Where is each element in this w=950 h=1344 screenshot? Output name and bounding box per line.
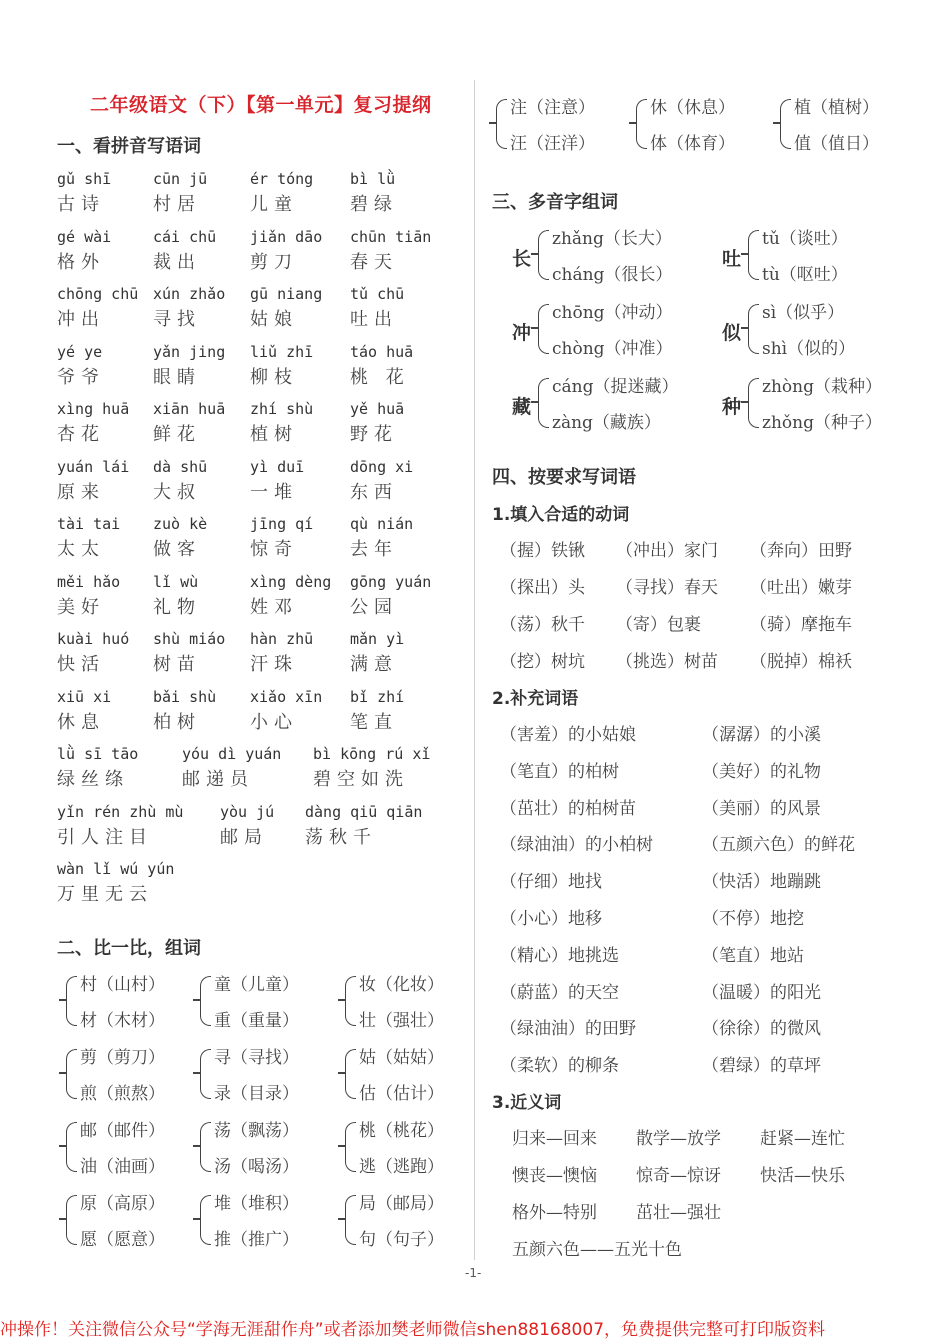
pinyin-word — [250, 343, 360, 389]
supplement-phrase: （绿油油）的小柏树 — [500, 835, 653, 856]
hanzi-text: 寻找 — [153, 309, 201, 330]
pinyin-word — [250, 630, 360, 676]
brace-icon — [345, 1049, 356, 1099]
polyphonic-reading: zhǎng（长大） — [552, 229, 672, 249]
compare-word: 愿（愿意） — [80, 1230, 165, 1250]
hanzi-text: 冲出 — [57, 309, 105, 330]
pinyin-text: zhí shù — [250, 400, 314, 418]
pinyin-word — [153, 458, 263, 504]
pinyin-text: chūn tiān — [350, 227, 432, 246]
hanzi-text: 姑娘 — [250, 309, 298, 330]
compare-group — [66, 1116, 206, 1178]
pinyin-text: gū niang — [250, 285, 323, 303]
pinyin-word — [350, 630, 460, 676]
pinyin-word — [153, 630, 263, 676]
compare-word: 邮（邮件） — [80, 1121, 165, 1141]
compare-word: 姑（姑姑） — [359, 1048, 444, 1068]
hanzi-text: 休息 — [57, 711, 105, 733]
hanzi-text: 做客 — [153, 539, 201, 560]
pinyin-text: hàn zhū — [250, 630, 314, 648]
verb-phrase: （寻找）春天 — [616, 578, 718, 598]
verb-phrase: （吐出）嫩芽 — [750, 578, 852, 598]
pinyin-text: xiān huā — [153, 400, 226, 418]
supplement-phrase: （徐徐）的微风 — [702, 1019, 821, 1040]
synonym-pair: 格外—特别 — [512, 1203, 597, 1223]
pinyin-word — [350, 285, 460, 331]
supplement-phrase: （柔软）的柳条 — [500, 1056, 619, 1077]
compare-word: 逃（逃跑） — [359, 1157, 444, 1177]
hanzi-text: 村居 — [153, 194, 201, 215]
polyphonic-char: 吐 — [722, 248, 742, 270]
polyphonic-group — [748, 298, 928, 360]
compare-word: 估（估计） — [359, 1084, 444, 1104]
hanzi-text: 绿丝绦 — [57, 769, 129, 790]
polyphonic-reading: cháng（很长） — [552, 265, 673, 285]
hanzi-text: 礼物 — [153, 596, 201, 618]
pinyin-text: jīng qí — [250, 515, 314, 533]
pinyin-text: yé ye — [57, 342, 103, 361]
compare-word: 壮（强壮） — [359, 1011, 444, 1031]
brace-icon — [345, 1195, 356, 1245]
pinyin-word — [350, 228, 460, 274]
pinyin-text: xiū xi — [57, 687, 112, 706]
polyphonic-reading: cáng（捉迷藏） — [552, 377, 679, 397]
pinyin-word — [153, 515, 263, 561]
supplement-phrase: （笔直）的柏树 — [500, 761, 619, 782]
compare-word: 原（高原） — [80, 1194, 165, 1214]
section-heading-2: 二、比一比，组词 — [57, 938, 201, 959]
compare-group — [345, 970, 485, 1032]
section-heading-1: 一、看拼音写语词 — [57, 136, 201, 157]
verb-phrase: （探出）头 — [500, 578, 585, 598]
pinyin-word — [350, 573, 460, 619]
pinyin-word — [57, 458, 167, 504]
brace-icon — [538, 230, 549, 280]
verb-phrase: （骑）摩拖车 — [750, 615, 852, 635]
compare-group — [345, 1043, 485, 1105]
pinyin-text: liǔ zhī — [250, 342, 314, 361]
compare-group — [66, 1189, 206, 1251]
supplement-phrase: （不停）地挖 — [702, 909, 804, 929]
brace-icon — [748, 230, 759, 280]
polyphonic-char: 种 — [722, 396, 742, 418]
compare-word: 油（油画） — [80, 1157, 165, 1177]
polyphonic-reading: tù（呕吐） — [762, 265, 848, 285]
pinyin-text: dōng xi — [350, 457, 414, 476]
hanzi-text: 剪刀 — [250, 251, 298, 273]
synonym-pair: 惊奇—惊讶 — [636, 1166, 721, 1186]
pinyin-word — [250, 688, 360, 734]
pinyin-text: yóu dì yuán — [182, 745, 282, 763]
supplement-phrase: （快活）地蹦跳 — [702, 872, 821, 893]
hanzi-text: 柳枝 — [250, 366, 298, 388]
hanzi-text: 荡秋千 — [305, 826, 377, 848]
compare-group — [200, 1043, 340, 1105]
pinyin-word — [153, 400, 263, 446]
compare-group — [636, 93, 776, 155]
subheading-synonyms: 3.近义词 — [492, 1093, 562, 1113]
pinyin-text: gōng yuán — [350, 572, 432, 591]
pinyin-text: qù nián — [350, 515, 414, 533]
compare-word: 值（值日） — [794, 134, 879, 154]
pinyin-word — [57, 515, 167, 561]
supplement-phrase: （绿油油）的田野 — [500, 1019, 636, 1040]
polyphonic-char: 藏 — [512, 396, 532, 418]
pinyin-text: xún zhǎo — [153, 285, 226, 303]
brace-icon — [66, 976, 77, 1026]
section-heading-3: 三、多音字组词 — [492, 192, 618, 213]
pinyin-text: kuài huó — [57, 630, 130, 648]
synonym-pair: 茁壮—强壮 — [636, 1203, 721, 1223]
hanzi-text: 裁出 — [153, 251, 201, 273]
pinyin-text: mǎn yì — [350, 630, 405, 648]
compare-word: 休（休息） — [650, 98, 735, 118]
supplement-phrase: （笔直）地站 — [702, 945, 804, 966]
supplement-phrase: （温暖）的阳光 — [702, 982, 821, 1003]
polyphonic-group — [748, 224, 928, 286]
verb-phrase: （奔向）田野 — [750, 541, 852, 561]
brace-icon — [345, 1122, 356, 1172]
hanzi-text: 碧绿 — [350, 194, 398, 215]
subheading-supplement: 2.补充词语 — [492, 689, 579, 709]
brace-icon — [200, 1122, 211, 1172]
polyphonic-reading: chōng（冲动） — [552, 303, 673, 323]
pinyin-word — [350, 458, 460, 504]
pinyin-text: jiǎn dāo — [250, 227, 323, 246]
hanzi-text: 满意 — [350, 654, 398, 675]
polyphonic-char: 冲 — [512, 322, 532, 344]
polyphonic-group — [748, 372, 928, 434]
pinyin-text: xiǎo xīn — [250, 687, 323, 706]
hanzi-text: 去年 — [350, 539, 398, 560]
compare-group — [200, 1189, 340, 1251]
hanzi-text: 笔直 — [350, 711, 398, 733]
supplement-phrase: （精心）地挑选 — [500, 945, 619, 966]
brace-icon — [200, 976, 211, 1026]
hanzi-text: 鲜花 — [153, 424, 201, 445]
brace-icon — [200, 1195, 211, 1245]
pinyin-word — [250, 573, 360, 619]
section-heading-4: 四、按要求写词语 — [492, 467, 636, 488]
compare-word: 句（句子） — [359, 1230, 444, 1250]
pinyin-text: gǔ shī — [57, 170, 112, 188]
hanzi-text: 野花 — [350, 424, 398, 445]
verb-phrase: （挖）树坑 — [500, 652, 585, 672]
hanzi-text: 桃 花 — [350, 366, 410, 388]
pinyin-text: lǜ sī tāo — [57, 745, 139, 763]
page-title: 二年级语文（下）【第一单元】复习提纲 — [90, 94, 432, 116]
pinyin-text: lǐ wù — [153, 572, 199, 591]
brace-icon — [66, 1049, 77, 1099]
supplement-phrase: （茁壮）的柏树苗 — [500, 798, 636, 819]
hanzi-text: 原来 — [57, 481, 105, 503]
verb-phrase: （脱掉）棉袄 — [750, 652, 852, 672]
pinyin-word — [350, 515, 460, 561]
polyphonic-reading: zhòng（栽种） — [762, 377, 882, 397]
pinyin-word — [57, 285, 167, 331]
pinyin-word — [57, 400, 167, 446]
compare-word: 推（推广） — [214, 1230, 299, 1250]
synonym-pair: 归来—回来 — [512, 1129, 597, 1149]
polyphonic-char: 长 — [512, 248, 532, 270]
polyphonic-reading: zhǒng（种子） — [762, 413, 882, 433]
supplement-phrase: （碧绿）的草坪 — [702, 1056, 821, 1077]
pinyin-word — [153, 228, 263, 274]
verb-phrase: （荡）秋千 — [500, 615, 585, 635]
pinyin-text: yì duī — [250, 457, 305, 476]
hanzi-text: 太太 — [57, 539, 105, 560]
synonym-pair: 赶紧—连忙 — [760, 1129, 845, 1149]
page-number: -1- — [465, 1266, 482, 1280]
pinyin-word — [153, 285, 263, 331]
pinyin-text: chōng chū — [57, 285, 139, 303]
pinyin-word — [153, 573, 263, 619]
pinyin-text: cūn jū — [153, 170, 208, 188]
pinyin-text: yě huā — [350, 400, 405, 418]
supplement-phrase: （小心）地移 — [500, 909, 602, 929]
compare-group — [345, 1189, 485, 1251]
compare-group — [200, 970, 340, 1032]
brace-icon — [200, 1049, 211, 1099]
pinyin-word — [57, 170, 167, 216]
pinyin-word — [182, 745, 332, 791]
compare-word: 体（体育） — [650, 134, 735, 154]
pinyin-word — [153, 688, 263, 734]
brace-icon — [636, 99, 647, 149]
polyphonic-char: 似 — [722, 322, 742, 344]
hanzi-text: 爷爷 — [57, 366, 105, 388]
pinyin-text: bì lǜ — [350, 170, 396, 188]
polyphonic-reading: tǔ（谈吐） — [762, 229, 848, 249]
synonym-pair: 散学—放学 — [636, 1129, 721, 1149]
pinyin-text: yǐn rén zhù mù — [57, 802, 184, 821]
polyphonic-reading: sì（似乎） — [762, 303, 845, 323]
hanzi-text: 眼睛 — [153, 366, 201, 388]
pinyin-word — [350, 170, 460, 216]
pinyin-word — [250, 285, 360, 331]
pinyin-text: shù miáo — [153, 630, 226, 648]
pinyin-word — [250, 228, 360, 274]
supplement-phrase: （美好）的礼物 — [702, 761, 821, 782]
hanzi-text: 汗珠 — [250, 654, 298, 675]
pinyin-text: měi hǎo — [57, 572, 121, 591]
pinyin-word — [153, 343, 263, 389]
pinyin-text: yuán lái — [57, 457, 130, 476]
supplement-phrase: （美丽）的风景 — [702, 798, 821, 819]
verb-phrase: （握）铁锹 — [500, 541, 585, 561]
pinyin-word — [57, 860, 207, 906]
compare-word: 妆（化妆） — [359, 975, 444, 995]
hanzi-text: 美好 — [57, 596, 105, 618]
synonym-pair: 五颜六色——五光十色 — [512, 1240, 682, 1260]
pinyin-text: tài tai — [57, 515, 121, 533]
hanzi-text: 东西 — [350, 481, 398, 503]
polyphonic-group — [538, 372, 718, 434]
compare-word: 剪（剪刀） — [80, 1048, 165, 1068]
brace-icon — [496, 99, 507, 149]
verb-phrase: （寄）包裹 — [616, 615, 701, 635]
compare-word: 注（注意） — [510, 98, 595, 118]
pinyin-text: wàn lǐ wú yún — [57, 860, 175, 878]
hanzi-text: 姓邓 — [250, 596, 298, 618]
hanzi-text: 春天 — [350, 251, 398, 273]
pinyin-word — [250, 400, 360, 446]
pinyin-text: cái chū — [153, 227, 217, 246]
subheading-verbs: 1.填入合适的动词 — [492, 505, 630, 525]
pinyin-text: zuò kè — [153, 515, 208, 533]
verb-phrase: （冲出）家门 — [616, 541, 718, 561]
pinyin-text: xìng dèng — [250, 572, 332, 591]
hanzi-text: 邮局 — [220, 826, 268, 848]
compare-word: 桃（桃花） — [359, 1121, 444, 1141]
compare-word: 堆（堆积） — [214, 1194, 299, 1214]
pinyin-text: yòu jú — [220, 802, 275, 821]
pinyin-text: bì kōng rú xǐ — [313, 745, 431, 763]
supplement-phrase: （害羞）的小姑娘 — [500, 725, 636, 745]
pinyin-word — [250, 458, 360, 504]
compare-group — [66, 970, 206, 1032]
pinyin-text: bǎi shù — [153, 687, 217, 706]
pinyin-text: dà shū — [153, 457, 208, 476]
pinyin-text: tǔ chū — [350, 285, 405, 303]
compare-word: 材（木材） — [80, 1011, 165, 1031]
hanzi-text: 小心 — [250, 711, 298, 733]
pinyin-text: xìng huā — [57, 400, 130, 418]
verb-phrase: （挑选）树苗 — [616, 652, 718, 672]
pinyin-word — [313, 745, 463, 791]
hanzi-text: 吐出 — [350, 309, 398, 330]
pinyin-word — [350, 343, 460, 389]
pinyin-word — [350, 688, 460, 734]
pinyin-word — [305, 803, 455, 849]
pinyin-word — [57, 803, 207, 849]
compare-word: 录（目录） — [214, 1084, 299, 1104]
hanzi-text: 公园 — [350, 596, 398, 618]
hanzi-text: 柏树 — [153, 711, 201, 733]
compare-word: 煎（煎熬） — [80, 1084, 165, 1104]
pinyin-text: bǐ zhí — [350, 687, 405, 706]
compare-word: 汪（汪洋） — [510, 134, 595, 154]
polyphonic-group — [538, 298, 718, 360]
pinyin-word — [250, 515, 360, 561]
pinyin-text: gé wài — [57, 227, 112, 246]
compare-group — [345, 1116, 485, 1178]
brace-icon — [66, 1195, 77, 1245]
supplement-phrase: （五颜六色）的鲜花 — [702, 835, 855, 856]
pinyin-word — [57, 630, 167, 676]
brace-icon — [748, 304, 759, 354]
hanzi-text: 碧空如洗 — [313, 769, 409, 790]
compare-word: 重（重量） — [214, 1011, 299, 1031]
hanzi-text: 儿童 — [250, 194, 298, 215]
compare-word: 寻（寻找） — [214, 1048, 299, 1068]
pinyin-text: táo huā — [350, 342, 414, 361]
hanzi-text: 植树 — [250, 424, 298, 445]
pinyin-word — [250, 170, 360, 216]
hanzi-text: 古诗 — [57, 194, 105, 215]
hanzi-text: 树苗 — [153, 654, 201, 675]
hanzi-text: 杏花 — [57, 424, 105, 445]
pinyin-text: ér tóng — [250, 170, 314, 188]
hanzi-text: 快活 — [57, 654, 105, 675]
brace-icon — [538, 304, 549, 354]
polyphonic-reading: zàng（藏族） — [552, 413, 661, 433]
pinyin-word — [153, 170, 263, 216]
compare-group — [66, 1043, 206, 1105]
pinyin-word — [57, 573, 167, 619]
hanzi-text: 格外 — [57, 251, 105, 273]
supplement-phrase: （蔚蓝）的天空 — [500, 982, 619, 1003]
hanzi-text: 万里无云 — [57, 884, 153, 905]
brace-icon — [780, 99, 791, 149]
brace-icon — [345, 976, 356, 1026]
synonym-pair: 懊丧—懊恼 — [512, 1166, 597, 1186]
synonym-pair: 快活—快乐 — [760, 1166, 845, 1186]
supplement-phrase: （仔细）地找 — [500, 872, 602, 893]
polyphonic-reading: shì（似的） — [762, 339, 856, 359]
pinyin-text: yǎn jing — [153, 342, 226, 361]
compare-group — [200, 1116, 340, 1178]
brace-icon — [538, 378, 549, 428]
pinyin-word — [57, 343, 167, 389]
compare-word: 村（山村） — [80, 975, 165, 995]
footer-banner: 冲操作！关注微信公众号“学海无涯甜作舟”或者添加樊老师微信shen88168007，免费提供完整可打印版资料 — [0, 1320, 826, 1340]
hanzi-text: 大叔 — [153, 481, 201, 503]
brace-icon — [66, 1122, 77, 1172]
polyphonic-reading: chòng（冲准） — [552, 339, 673, 359]
compare-word: 汤（喝汤） — [214, 1157, 299, 1177]
compare-word: 植（植树） — [794, 98, 879, 118]
polyphonic-group — [538, 224, 718, 286]
hanzi-text: 邮递员 — [182, 769, 254, 790]
hanzi-text: 惊奇 — [250, 539, 298, 560]
hanzi-text: 引人注目 — [57, 826, 153, 848]
brace-icon — [748, 378, 759, 428]
compare-group — [780, 93, 920, 155]
supplement-phrase: （潺潺）的小溪 — [702, 725, 821, 745]
compare-word: 局（邮局） — [359, 1194, 444, 1214]
pinyin-word — [350, 400, 460, 446]
compare-group — [496, 93, 636, 155]
pinyin-word — [57, 688, 167, 734]
pinyin-text: dàng qiū qiān — [305, 802, 423, 821]
compare-word: 荡（飘荡） — [214, 1121, 299, 1141]
compare-word: 童（儿童） — [214, 975, 299, 995]
pinyin-word — [57, 228, 167, 274]
hanzi-text: 一堆 — [250, 481, 298, 503]
